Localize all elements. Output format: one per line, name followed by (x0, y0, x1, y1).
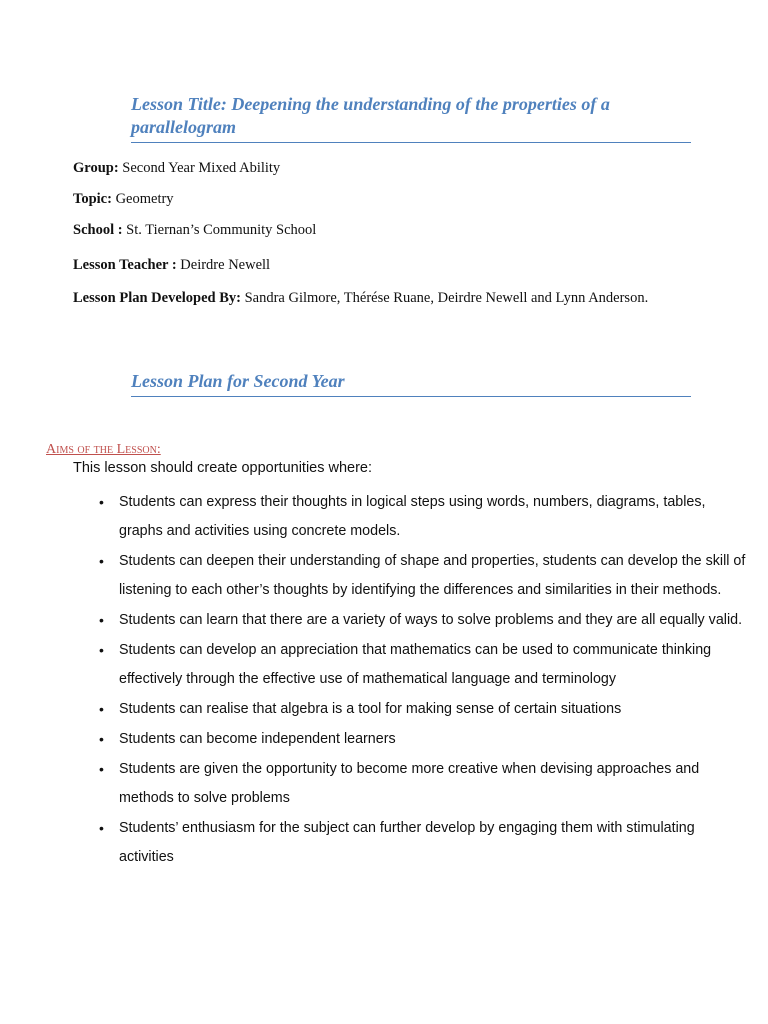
list-item-text: Students can realise that algebra is a tool for making sense of certain situations (119, 701, 622, 717)
list-item-text: Students’ enthusiasm for the subject can further develop by engaging them with stimulating activities (119, 820, 695, 865)
list-item-text: Students can develop an appreciation that mathematics can be used to communicate thinking effectively through the effective use of mathematical language and terminology (119, 642, 712, 687)
meta-school-label: School : (73, 222, 123, 238)
list-item (0, 695, 768, 724)
meta-developed-by-value: Sandra Gilmore, Thérése Ruane, Deirdre Newell and Lynn Anderson. (240, 290, 649, 306)
lesson-title: Lesson Title: Deepening the understanding of the properties of a parallelogram (131, 93, 691, 143)
list-item (0, 636, 768, 694)
bullet-icon: • (99, 701, 104, 717)
bullet-icon: • (99, 731, 104, 747)
list-item (0, 725, 768, 754)
meta-school (73, 221, 753, 239)
aims-intro: This lesson should create opportunities where: (73, 460, 373, 476)
list-item (0, 755, 768, 813)
meta-topic (73, 190, 753, 208)
meta-group-value: Second Year Mixed Ability (118, 160, 281, 176)
meta-topic-value: Geometry (111, 191, 174, 207)
list-item-text: Students can learn that there are a variety of ways to solve problems and they are all equally valid. (119, 612, 743, 628)
list-item-text: Students can express their thoughts in logical steps using words, numbers, diagrams, tables, graphs and activities using concrete models. (119, 494, 706, 539)
list-item (0, 606, 768, 635)
bullet-icon: • (99, 553, 104, 569)
meta-teacher-label: Lesson Teacher : (73, 257, 177, 273)
plan-heading: Lesson Plan for Second Year (131, 370, 691, 397)
list-item (0, 547, 768, 605)
meta-developed-by-label: Lesson Plan Developed By: (73, 290, 241, 306)
list-item (0, 814, 768, 872)
meta-group-label: Group: (73, 160, 119, 176)
list-item-text: Students can deepen their understanding of shape and properties, students can develop the skill of listening to each other’s thoughts by identifying the differences and similarities in their methods. (119, 553, 746, 598)
meta-school-value: St. Tiernan’s Community School (122, 222, 317, 238)
bullet-icon: • (99, 820, 104, 836)
meta-teacher-value: Deirdre Newell (176, 257, 271, 273)
list-item (0, 488, 768, 546)
meta-teacher (73, 256, 753, 274)
bullet-icon: • (99, 494, 104, 510)
aims-list (0, 488, 768, 873)
aims-heading: Aims of the Lesson: (46, 442, 161, 457)
bullet-icon: • (99, 642, 104, 658)
meta-topic-label: Topic: (73, 191, 112, 207)
list-item-text: Students are given the opportunity to become more creative when devising approaches and methods to solve problems (119, 761, 700, 806)
list-item-text: Students can become independent learners (119, 731, 396, 747)
meta-group (73, 159, 753, 177)
bullet-icon: • (99, 612, 104, 628)
bullet-icon: • (99, 761, 104, 777)
meta-developed-by (73, 289, 753, 307)
